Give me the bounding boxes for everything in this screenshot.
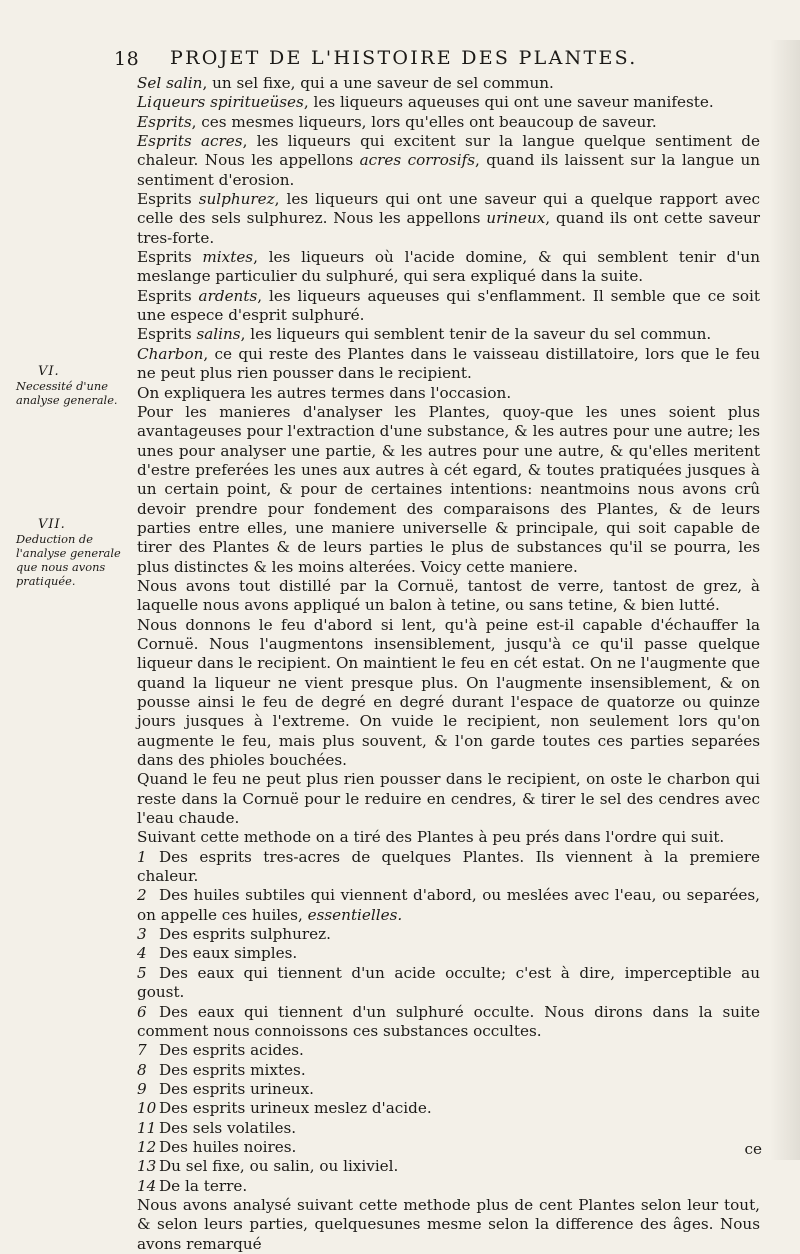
- list-item-text: Des esprits tres-acres de quelques Plantes. Ils viennent à la premiere chaleur.: [137, 847, 760, 886]
- definition-paragraph: Esprits sulphurez, les liqueurs qui ont une saveur qui a quelque rapport avec celle des sels sulphurez. Nous les appellons urineux, quand ils ont cette saveur tres-forte.: [137, 190, 760, 247]
- list-item: [137, 848, 760, 887]
- list-item-number: 7: [137, 1041, 147, 1060]
- list-item: [137, 1061, 760, 1080]
- list-item-emphasis: essentielles.: [307, 905, 403, 924]
- list-item-number: 9: [137, 1079, 147, 1098]
- list-item-number: 12: [137, 1137, 157, 1156]
- paragraph: Pour les manieres d'analyser les Plantes, quoy-que les unes soient plus avantageuses pour l'extraction d'une substance, & les autres pour une autre; les unes pour analyser une partie, & les autres pour une autre, & qu'elles meritent d'estre preferées les unes aux autres à cét egard, & toutes pratiquées jusques à un certain point, & pour de certaines intentions: neantmoins nous avons crû devoir prendre pour fondement des comparaisons des Plantes, & de leurs parties entre elles, une maniere universelle & principale, qui soit capable de tirer des Plantes & de leurs parties le plus de substances qu'il se pourra, les plus distinctes & les moins alterées. Voicy cette maniere.: [137, 402, 760, 576]
- list-item-text: Des esprits acides.: [159, 1041, 304, 1060]
- margin-note-vi: [16, 365, 122, 407]
- list-item: [137, 964, 760, 1003]
- definition-paragraph: Esprits mixtes, les liqueurs où l'acide domine, & qui semblent tenir d'un meslange particulier du sulphuré, qui sera expliqué dans la suite.: [137, 248, 760, 286]
- list-item: [137, 925, 760, 944]
- list-item-text: Des esprits urineux.: [159, 1079, 314, 1098]
- list-item: [137, 1157, 760, 1176]
- margin-note-number: VI.: [38, 364, 60, 379]
- list-item: [137, 1138, 760, 1157]
- margin-note-text: Deduction de l'analyse generale que nous avons pratiquée.: [16, 532, 121, 588]
- list-item-number: 14: [137, 1176, 157, 1195]
- list-item-text: Des huiles noires.: [159, 1137, 297, 1156]
- paragraph: Quand le feu ne peut plus rien pousser dans le recipient, on oste le charbon qui reste dans la Cornuë pour le reduire en cendres, & tirer le sel des cendres avec l'eau chaude.: [137, 770, 760, 828]
- definition-paragraph: Esprits acres, les liqueurs qui excitent sur la langue quelque sentiment de chaleur. Nous les appellons acres corrosifs, quand ils laissent sur la langue un sentiment d'erosion.: [137, 132, 761, 189]
- definition-paragraph: Liqueurs spiritueüses, les liqueurs aqueuses qui ont une saveur manifeste.: [137, 93, 714, 112]
- definition-paragraph: Esprits salins, les liqueurs qui semblent tenir de la saveur du sel commun.: [137, 325, 712, 344]
- definition-paragraph: Esprits ardents, les liqueurs aqueuses qui s'enflamment. Il semble que ce soit une espece d'esprit sulphuré.: [137, 286, 760, 325]
- page-number: 18: [114, 48, 140, 70]
- list-item-text: Des eaux simples.: [159, 944, 298, 963]
- list-item: [137, 1003, 760, 1042]
- list-item-text: Des eaux qui tiennent d'un acide occulte; c'est à dire, imperceptible au goust.: [137, 963, 760, 1002]
- list-item-number: 5: [137, 963, 147, 982]
- definition-paragraph: Sel salin, un sel fixe, qui a une saveur de sel commun.: [137, 74, 554, 92]
- list-item-text: Des esprits mixtes.: [159, 1060, 306, 1079]
- list-item-text: Du sel fixe, ou salin, ou lixiviel.: [159, 1157, 399, 1176]
- list-item-number: 13: [137, 1157, 157, 1176]
- list-item-number: 10: [137, 1099, 157, 1118]
- paragraph: Nous avons analysé suivant cette methode plus de cent Plantes selon leur tout, & selon leurs parties, quelquesunes mesme selon la difference des âges. Nous avons remarqué: [137, 1195, 760, 1253]
- list-item: [137, 1177, 760, 1196]
- catchword: ce: [744, 1140, 762, 1158]
- list-item-number: 3: [137, 925, 147, 944]
- running-title: PROJET DE L'HISTOIRE DES PLANTES.: [170, 47, 638, 69]
- list-item-text: Des esprits sulphurez.: [159, 925, 331, 944]
- margin-note-text: Necessité d'une analyse generale.: [16, 379, 118, 407]
- list-item-text: Des esprits urineux meslez d'acide.: [159, 1099, 432, 1118]
- definition-paragraph: Charbon, ce qui reste des Plantes dans le vaisseau distillatoire, lors que le feu ne peut plus rien pousser dans le recipient.: [137, 344, 760, 383]
- products-list: [137, 848, 760, 1196]
- list-item-number: 11: [137, 1118, 157, 1137]
- main-text: [137, 74, 760, 1254]
- list-item-text: Des eaux qui tiennent d'un sulphuré occulte. Nous dirons dans la suite comment nous connoissons ces substances occultes.: [137, 1002, 760, 1040]
- paragraph: Nous avons tout distillé par la Cornuë, tantost de verre, tantost de grez, à laquelle nous avons appliqué un balon à tetine, ou sans tetine, & bien lutté.: [137, 576, 760, 615]
- list-item: [137, 886, 760, 925]
- list-item-number: 2: [137, 886, 147, 905]
- list-item: [137, 1080, 760, 1099]
- paragraph: On expliquera les autres termes dans l'occasion.: [137, 383, 512, 402]
- list-item-text: Des sels volatiles.: [159, 1118, 297, 1137]
- list-item-text: De la terre.: [159, 1176, 248, 1195]
- list-item: [137, 944, 760, 963]
- margin-note-number: VII.: [38, 517, 66, 532]
- page-edge-shadow: [770, 40, 800, 1160]
- definition-paragraph: Esprits, ces mesmes liqueurs, lors qu'elles ont beaucoup de saveur.: [137, 112, 657, 131]
- list-item: [137, 1041, 760, 1060]
- list-item-number: 1: [137, 847, 147, 866]
- list-item: [137, 1099, 760, 1118]
- list-item-text: Des huiles subtiles qui viennent d'abord, ou meslées avec l'eau, ou separées, on appelle ces huiles,: [137, 886, 760, 924]
- list-item-number: 4: [137, 944, 147, 963]
- paragraph: Nous donnons le feu d'abord si lent, qu'à peine est-il capable d'échauffer la Cornuë. Nous l'augmentons insensiblement, jusqu'à ce qu'il passe quelque liqueur dans le recipient. On maintient le feu en cét estat. On ne l'augmente que quand la liqueur ne vient presque plus. On l'augmente insensiblement, & on pousse ainsi le feu de degré en degré durant l'espace de quatorze ou quinze jours jusques à l'extreme. On vuide le recipient, non seulement lors qu'on augmente le feu, mais plus souvent, & l'on garde toutes ces parties separées dans des phioles bouchées.: [137, 615, 760, 770]
- list-item: [137, 1119, 760, 1138]
- margin-note-vii: [16, 518, 122, 588]
- paragraph: Suivant cette methode on a tiré des Plantes à peu prés dans l'ordre qui suit.: [137, 828, 725, 847]
- list-item-number: 6: [137, 1002, 147, 1021]
- list-item-number: 8: [137, 1060, 147, 1079]
